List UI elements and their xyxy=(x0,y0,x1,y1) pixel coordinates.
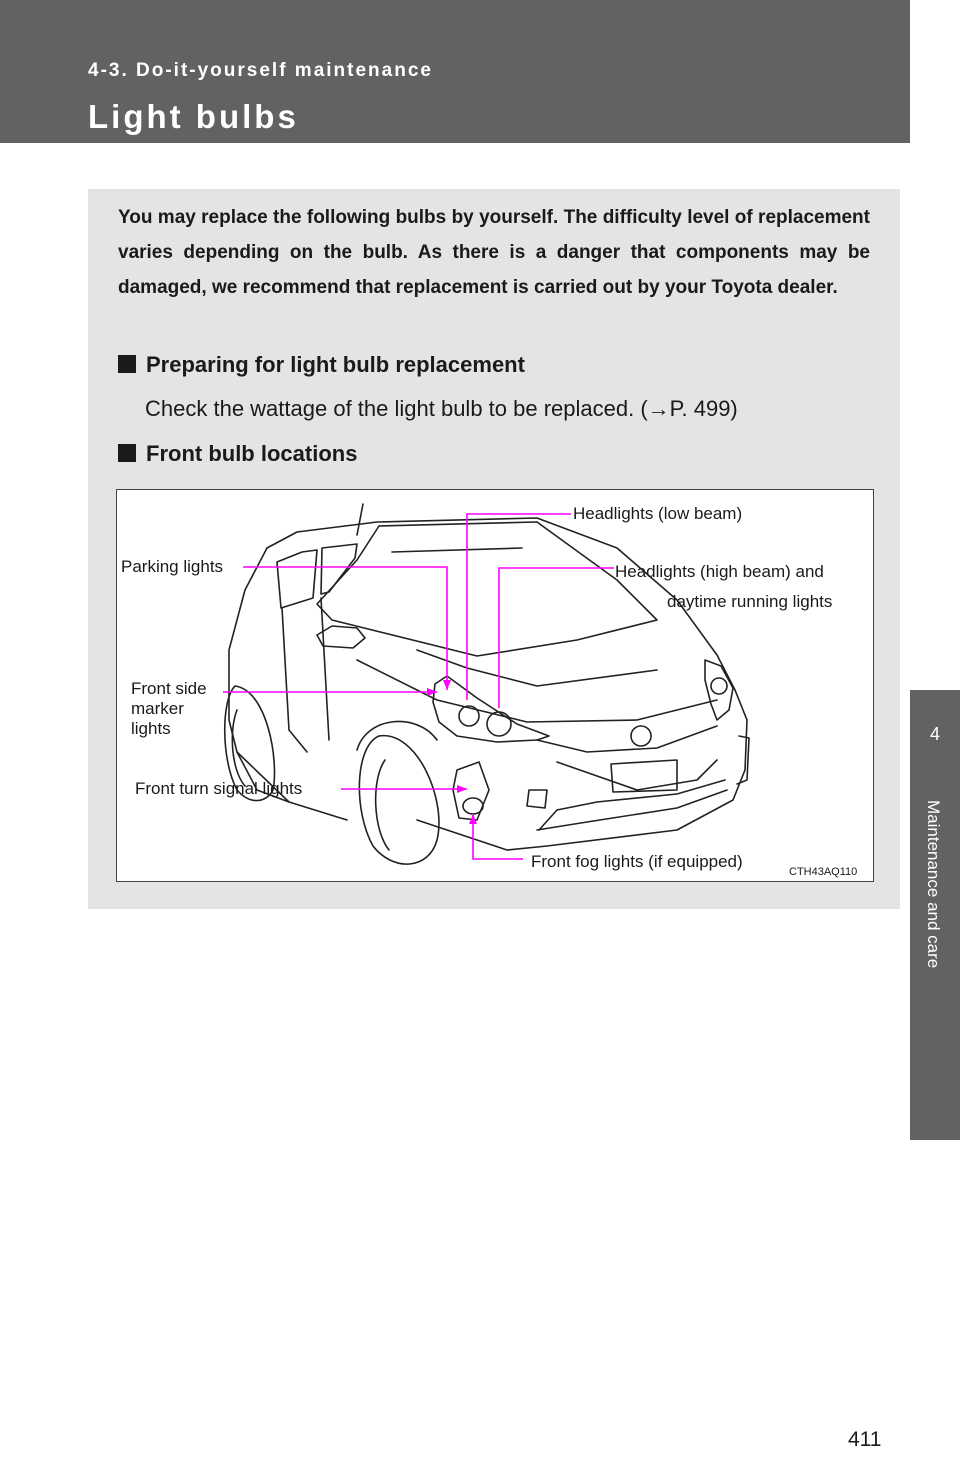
chapter-tab xyxy=(910,0,960,1484)
intro-paragraph: You may replace the following bulbs by yourself. The difficulty level of replacement varies depending on the bulb. As there is a danger that components may be damaged, we recommend that replacement is carried out by your Toyota dealer. xyxy=(118,207,870,298)
car-illustration xyxy=(117,490,873,881)
label-parking-lights: Parking lights xyxy=(121,557,224,576)
label-fog-lights: Front fog lights (if equipped) xyxy=(531,852,743,871)
label-side-marker: Front side marker lights xyxy=(131,679,207,738)
square-bullet-icon xyxy=(118,355,136,373)
page-number: 411 xyxy=(848,1428,882,1451)
heading-front-bulbs: Front bulb locations xyxy=(118,441,357,467)
label-low-beam: Headlights (low beam) xyxy=(573,504,743,523)
section-label: 4-3. Do-it-yourself maintenance xyxy=(88,60,433,81)
chapter-label: Maintenance and care xyxy=(924,800,943,969)
wattage-instruction: Check the wattage of the light bulb to be replaced. (→P. 499) xyxy=(145,396,738,421)
car-figure xyxy=(116,489,874,882)
square-bullet-icon xyxy=(118,444,136,462)
figure-code: CTH43AQ110 xyxy=(789,866,858,878)
arrow-icon: → xyxy=(647,396,670,421)
label-high-beam-1: Headlights (high beam) and xyxy=(615,562,824,581)
page-reference-link[interactable]: P. 499) xyxy=(669,396,738,421)
label-high-beam-2: daytime running lights xyxy=(667,592,833,611)
heading-preparing: Preparing for light bulb replacement xyxy=(118,352,525,378)
page-title: Light bulbs xyxy=(88,98,299,135)
label-turn-signal: Front turn signal lights xyxy=(135,779,303,798)
chapter-number: 4 xyxy=(929,724,940,744)
